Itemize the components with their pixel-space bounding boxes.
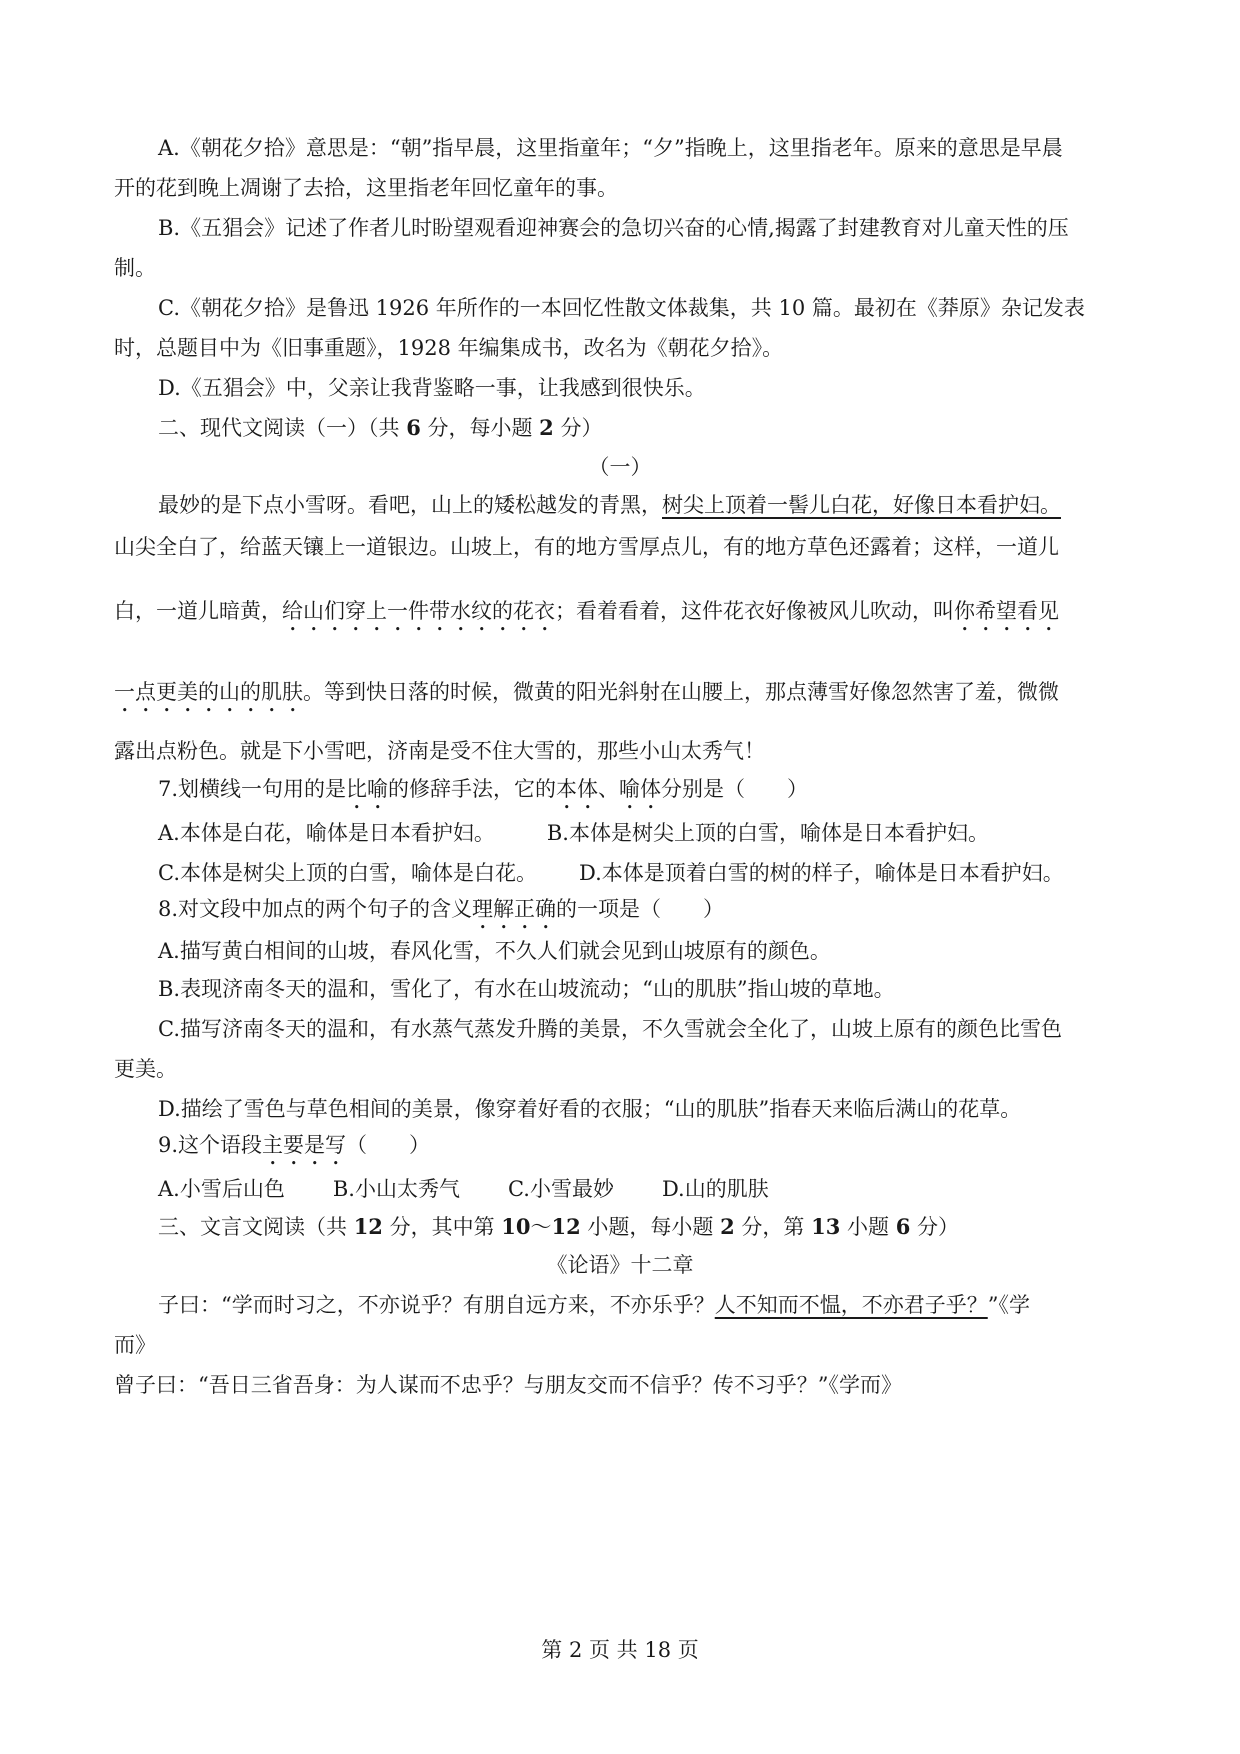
q6-option-b-line1: B.《五猖会》记述了作者儿时盼望观看迎神赛会的急切兴奋的心情,揭露了封建教育对儿童天性的压: [158, 216, 1069, 240]
text-segment: （ ）: [346, 1133, 431, 1157]
passage-line3: [114, 596, 1124, 636]
text-segment: 分，第: [734, 1215, 812, 1239]
text-segment: 12: [551, 1214, 581, 1239]
text-segment: 9.这个语段: [158, 1133, 263, 1157]
text-segment: 分别是（ ）: [661, 777, 809, 801]
text-segment: 的修辞手法，它的: [388, 777, 557, 801]
underlined-sentence: 树尖上顶着一髻儿白花，好像日本看护妇。: [662, 493, 1061, 517]
q8-option-d: D.描绘了雪色与草色相间的美景，像穿着好看的衣服；“山的肌肤”指春天来临后满山的花草。: [158, 1097, 1022, 1121]
text-segment: 6: [895, 1214, 911, 1239]
q9-options: [158, 1174, 1124, 1204]
q7-options-cd: [158, 858, 1124, 888]
text-segment: 子曰：“学而时习之，不亦说乎？有朋自远方来，不亦乐乎？: [158, 1293, 715, 1317]
passage-line2: 山尖全白了，给蓝天镶上一道银边。山坡上，有的地方雪厚点儿，有的地方草色还露着；这样，一道儿: [114, 535, 1059, 559]
q6-option-a-line2: 开的花到晚上凋谢了去拾，这里指老年回忆童年的事。: [114, 176, 618, 200]
text-segment: 比喻: [346, 777, 389, 801]
q6-option-c-line2: 时，总题目中为《旧事重题》，1928 年编集成书，改名为《朝花夕拾》。: [114, 336, 784, 360]
q7-option-b: B.本体是树尖上顶的白雪，喻体是日本看护妇。: [546, 821, 989, 845]
q8-stem: [158, 894, 1124, 934]
text-segment: 2: [539, 415, 554, 440]
q9-option-d: D.山的肌肤: [661, 1177, 769, 1201]
text-segment: 分，每小题: [420, 416, 540, 440]
q8-option-a: A.描写黄白相间的山坡，春风化雪，不久人们就会见到山坡原有的颜色。: [158, 939, 831, 963]
text-segment: 分）: [910, 1215, 959, 1239]
q7-options-ab: [158, 818, 1124, 848]
text-segment: 13: [811, 1214, 841, 1239]
q6-option-b-line2: 制。: [114, 256, 156, 280]
q7-option-c: C.本体是树尖上顶的白雪，喻体是白花。: [158, 861, 537, 885]
text-segment: 喻体: [619, 777, 662, 801]
q9-option-b: B.小山太秀气: [332, 1177, 460, 1201]
text-segment: 白，一道儿暗黄，: [114, 599, 282, 623]
text-segment: 主要是写: [262, 1133, 347, 1157]
q8-option-c-line1: C.描写济南冬天的温和，有水蒸气蒸发升腾的美景，不久雪就会全化了，山坡上原有的颜色比雪色: [158, 1017, 1062, 1041]
q6-option-c-line1: C.《朝花夕拾》是鲁迅 1926 年所作的一本回忆性散文体裁集，共 10 篇。最初在《莽原》杂记发表: [158, 296, 1085, 320]
page-footer: 第 2 页 共 18 页: [541, 1638, 699, 1662]
passage-subtitle: （一）: [588, 455, 652, 479]
dotted-sentence-1: 给山们穿上一件带水纹的花衣: [282, 599, 555, 623]
passage-line4: [114, 677, 1124, 717]
q6-option-a-line1: A.《朝花夕拾》意思是：“朝”指早晨，这里指童年；“夕”指晚上，这里指老年。原来的意思是早晨: [158, 136, 1063, 160]
text-segment: 最妙的是下点小雪呀。看吧，山上的矮松越发的青黑，: [158, 493, 662, 517]
text-segment: 三、文言文阅读（共: [158, 1215, 354, 1239]
q7-option-d: D.本体是顶着白雪的树的样子，喻体是日本看护妇。: [579, 861, 1064, 885]
classic-subtitle: 《论语》十二章: [546, 1253, 694, 1277]
text-segment: 分，其中第: [382, 1215, 502, 1239]
section3-heading: [158, 1212, 1124, 1242]
text-segment: 二、现代文阅读（一）（共: [158, 416, 407, 440]
text-segment: 10: [501, 1214, 531, 1239]
text-segment: 7.划横线一句用的是: [158, 777, 347, 801]
analects-quote1-line1: [158, 1290, 1124, 1320]
q7-stem: [158, 774, 1124, 814]
text-segment: ”《学: [987, 1293, 1030, 1317]
text-segment: 的一项是（ ）: [556, 897, 725, 921]
section2-heading: [158, 413, 1124, 443]
q9-option-a: A.小雪后山色: [158, 1177, 285, 1201]
q6-option-d: D.《五猖会》中，父亲让我背鉴略一事，让我感到很快乐。: [158, 376, 706, 400]
q9-option-c: C.小雪最妙: [507, 1177, 614, 1201]
text-segment: 小题，每小题: [580, 1215, 721, 1239]
q8-option-c-line2: 更美。: [114, 1057, 177, 1081]
text-segment: ～: [530, 1215, 552, 1239]
passage-line1: [158, 490, 1124, 520]
dotted-sentence-2-end: 一点更美的山的肌肤: [114, 680, 303, 704]
q7-option-a: A.本体是白花，喻体是日本看护妇。: [158, 821, 495, 845]
text-segment: ；看着看着，这件花衣好像被风儿吹动，叫: [555, 599, 954, 623]
text-segment: 。等到快日落的时候，微黄的阳光斜射在山腰上，那点薄雪好像忽然害了羞，微微: [303, 680, 1059, 704]
underlined-quote: 人不知而不愠，不亦君子乎？: [714, 1293, 988, 1317]
text-segment: 8.对文段中加点的两个句子的含义: [158, 897, 473, 921]
text-segment: 分）: [553, 416, 603, 440]
analects-quote1-line2: 而》: [114, 1333, 156, 1357]
text-segment: 2: [720, 1214, 735, 1239]
q9-stem: [158, 1130, 1124, 1170]
text-segment: 理解正确: [472, 897, 557, 921]
text-segment: 6: [406, 415, 421, 440]
analects-quote2: 曾子曰：“吾日三省吾身：为人谋而不忠乎？与朋友交而不信乎？传不习乎？”《学而》: [114, 1373, 902, 1397]
text-segment: 小题: [840, 1215, 896, 1239]
passage-line5: 露出点粉色。就是下小雪吧，济南是受不住大雪的，那些小山太秀气！: [114, 739, 765, 763]
dotted-sentence-2-start: 你希望看见: [954, 599, 1059, 623]
q8-option-b: B.表现济南冬天的温和，雪化了，有水在山坡流动；“山的肌肤”指山坡的草地。: [158, 977, 895, 1001]
text-segment: 12: [353, 1214, 383, 1239]
text-segment: 、: [598, 777, 620, 801]
text-segment: 本体: [556, 777, 599, 801]
